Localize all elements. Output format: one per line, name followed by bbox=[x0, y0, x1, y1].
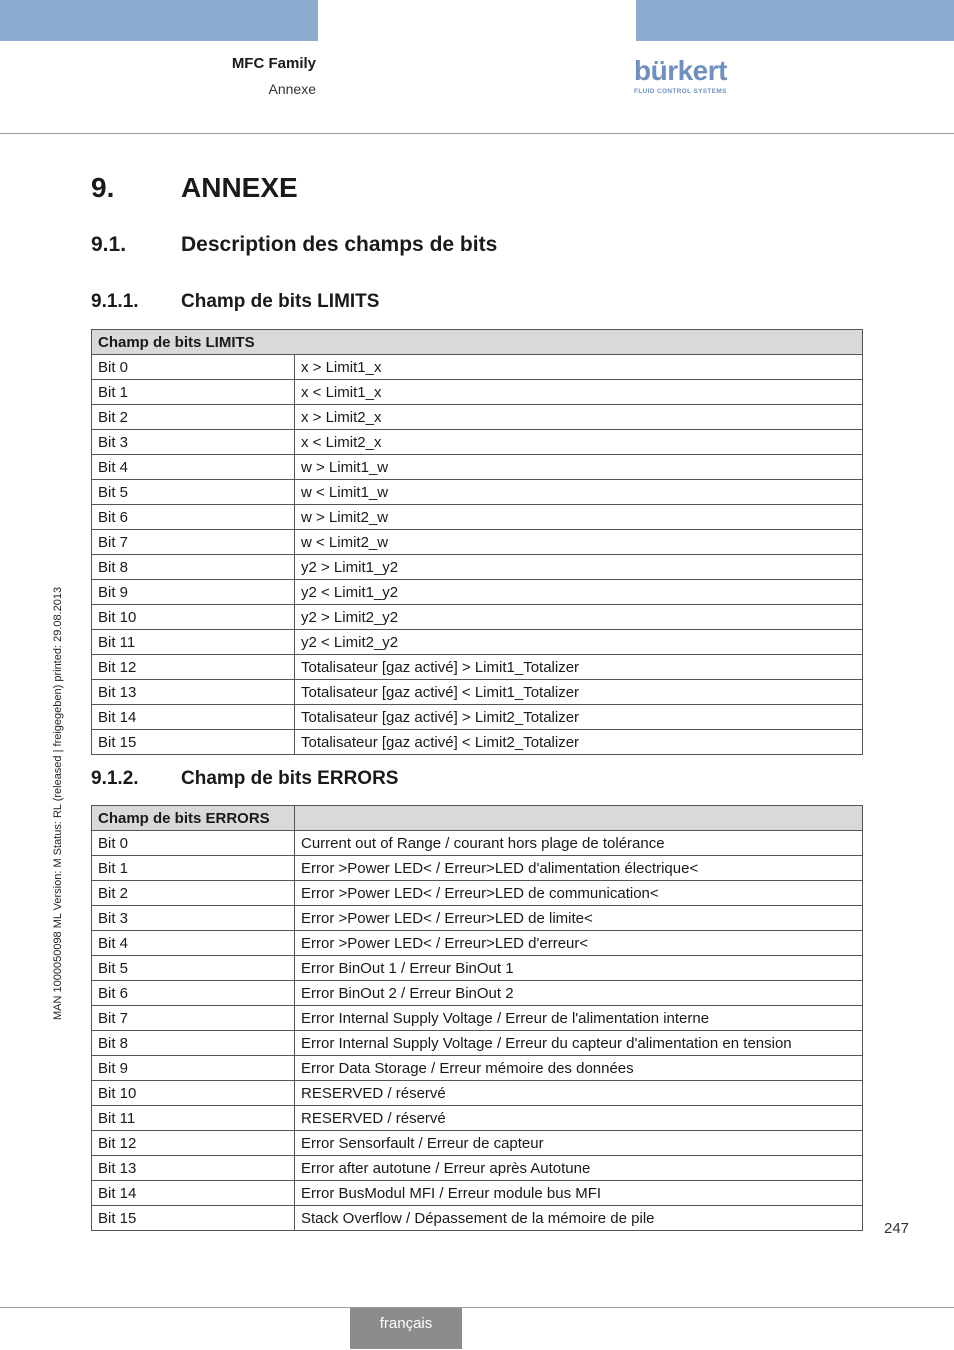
document-metadata-vertical: MAN 1000050098 ML Version: M Status: RL (released | freigegeben) printed: 29.08.2013 bbox=[52, 586, 64, 1020]
table-row bbox=[92, 1181, 863, 1206]
limits-table bbox=[91, 329, 863, 755]
table-row bbox=[92, 680, 863, 705]
table-row bbox=[92, 831, 863, 856]
table-row bbox=[92, 856, 863, 881]
bit-description-cell: Totalisateur [gaz activé] > Limit2_Totalizer bbox=[295, 705, 863, 730]
bit-label-cell: Bit 6 bbox=[92, 505, 295, 530]
bit-description-cell: Error Data Storage / Erreur mémoire des données bbox=[295, 1056, 863, 1081]
bit-label-cell: Bit 4 bbox=[92, 455, 295, 480]
logo-wordmark: bürkert bbox=[634, 55, 727, 86]
bit-description-cell: Error >Power LED< / Erreur>LED de limite< bbox=[295, 906, 863, 931]
table-row bbox=[92, 605, 863, 630]
logo-tagline: FLUID CONTROL SYSTEMS bbox=[634, 88, 727, 95]
bit-description-cell: w > Limit1_w bbox=[295, 455, 863, 480]
table-header-cell: Champ de bits LIMITS bbox=[92, 330, 863, 355]
table-row bbox=[92, 981, 863, 1006]
bit-description-cell: Error Internal Supply Voltage / Erreur du capteur d'alimentation en tension bbox=[295, 1031, 863, 1056]
bit-label-cell: Bit 2 bbox=[92, 405, 295, 430]
bit-description-cell: Error >Power LED< / Erreur>LED d'erreur< bbox=[295, 931, 863, 956]
bit-description-cell: Totalisateur [gaz activé] < Limit1_Totalizer bbox=[295, 680, 863, 705]
bit-description-cell: Error BinOut 2 / Erreur BinOut 2 bbox=[295, 981, 863, 1006]
bit-description-cell: RESERVED / réservé bbox=[295, 1106, 863, 1131]
bit-label-cell: Bit 12 bbox=[92, 1131, 295, 1156]
bit-description-cell: x < Limit2_x bbox=[295, 430, 863, 455]
bit-label-cell: Bit 6 bbox=[92, 981, 295, 1006]
table-row bbox=[92, 1156, 863, 1181]
subsection-number: 9.1. bbox=[91, 233, 127, 256]
table-header-cell-empty bbox=[295, 806, 863, 831]
bit-label-cell: Bit 11 bbox=[92, 630, 295, 655]
table-row bbox=[92, 630, 863, 655]
bit-description-cell: Error BinOut 1 / Erreur BinOut 1 bbox=[295, 956, 863, 981]
bit-label-cell: Bit 9 bbox=[92, 1056, 295, 1081]
table-row bbox=[92, 1031, 863, 1056]
bit-label-cell: Bit 3 bbox=[92, 430, 295, 455]
bit-description-cell: x > Limit2_x bbox=[295, 405, 863, 430]
bit-label-cell: Bit 1 bbox=[92, 856, 295, 881]
bit-label-cell: Bit 1 bbox=[92, 380, 295, 405]
bit-label-cell: Bit 8 bbox=[92, 555, 295, 580]
table-row bbox=[92, 380, 863, 405]
bit-label-cell: Bit 7 bbox=[92, 1006, 295, 1031]
bit-description-cell: y2 < Limit1_y2 bbox=[295, 580, 863, 605]
header-band-left bbox=[0, 0, 318, 41]
subsection-title: Description des champs de bits bbox=[181, 233, 498, 256]
bit-description-cell: Error Sensorfault / Erreur de capteur bbox=[295, 1131, 863, 1156]
table-row bbox=[92, 881, 863, 906]
bit-description-cell: Error >Power LED< / Erreur>LED de communication< bbox=[295, 881, 863, 906]
table-row bbox=[92, 1206, 863, 1231]
bit-description-cell: y2 < Limit2_y2 bbox=[295, 630, 863, 655]
bit-label-cell: Bit 15 bbox=[92, 1206, 295, 1231]
document-title: MFC Family bbox=[231, 55, 316, 72]
table-row bbox=[92, 555, 863, 580]
bit-description-cell: w < Limit1_w bbox=[295, 480, 863, 505]
bit-description-cell: Totalisateur [gaz activé] < Limit2_Totalizer bbox=[295, 730, 863, 755]
bit-label-cell: Bit 14 bbox=[92, 705, 295, 730]
bit-description-cell: Error Internal Supply Voltage / Erreur de l'alimentation interne bbox=[295, 1006, 863, 1031]
bit-description-cell: y2 > Limit2_y2 bbox=[295, 605, 863, 630]
table-header-row bbox=[92, 330, 863, 355]
burkert-logo bbox=[634, 56, 754, 100]
bit-label-cell: Bit 5 bbox=[92, 480, 295, 505]
bit-label-cell: Bit 2 bbox=[92, 881, 295, 906]
footer-divider bbox=[0, 1307, 954, 1308]
table-row bbox=[92, 355, 863, 380]
table-row bbox=[92, 906, 863, 931]
errors-table bbox=[91, 805, 863, 1231]
bit-description-cell: y2 > Limit1_y2 bbox=[295, 555, 863, 580]
language-tab: français bbox=[350, 1308, 462, 1349]
table-row bbox=[92, 655, 863, 680]
bit-description-cell: Error BusModul MFI / Erreur module bus MFI bbox=[295, 1181, 863, 1206]
bit-description-cell: x > Limit1_x bbox=[295, 355, 863, 380]
section-title: ANNEXE bbox=[181, 172, 298, 203]
header-band-right bbox=[636, 0, 954, 41]
table-row bbox=[92, 1106, 863, 1131]
table-row bbox=[92, 956, 863, 981]
table-row bbox=[92, 1131, 863, 1156]
table-row bbox=[92, 1006, 863, 1031]
table-row bbox=[92, 405, 863, 430]
limits-heading-title: Champ de bits LIMITS bbox=[181, 291, 380, 312]
table-row bbox=[92, 480, 863, 505]
bit-label-cell: Bit 13 bbox=[92, 680, 295, 705]
table-row bbox=[92, 505, 863, 530]
table-header-row bbox=[92, 806, 863, 831]
page-number: 247 bbox=[884, 1220, 910, 1237]
bit-description-cell: w < Limit2_w bbox=[295, 530, 863, 555]
bit-label-cell: Bit 13 bbox=[92, 1156, 295, 1181]
limits-heading-number: 9.1.1. bbox=[91, 291, 139, 312]
bit-description-cell: Totalisateur [gaz activé] > Limit1_Totalizer bbox=[295, 655, 863, 680]
table-row bbox=[92, 1081, 863, 1106]
table-row bbox=[92, 705, 863, 730]
section-number: 9. bbox=[91, 172, 115, 203]
bit-label-cell: Bit 14 bbox=[92, 1181, 295, 1206]
errors-heading-number: 9.1.2. bbox=[91, 768, 139, 789]
errors-heading-title: Champ de bits ERRORS bbox=[181, 768, 399, 789]
bit-description-cell: Error after autotune / Erreur après Autotune bbox=[295, 1156, 863, 1181]
table-row bbox=[92, 730, 863, 755]
bit-label-cell: Bit 5 bbox=[92, 956, 295, 981]
bit-description-cell: Error >Power LED< / Erreur>LED d'alimentation électrique< bbox=[295, 856, 863, 881]
bit-description-cell: RESERVED / réservé bbox=[295, 1081, 863, 1106]
bit-description-cell: x < Limit1_x bbox=[295, 380, 863, 405]
table-row bbox=[92, 931, 863, 956]
bit-label-cell: Bit 15 bbox=[92, 730, 295, 755]
bit-label-cell: Bit 0 bbox=[92, 831, 295, 856]
table-row bbox=[92, 530, 863, 555]
bit-label-cell: Bit 12 bbox=[92, 655, 295, 680]
chapter-label: Annexe bbox=[268, 81, 316, 97]
bit-label-cell: Bit 7 bbox=[92, 530, 295, 555]
bit-description-cell: Current out of Range / courant hors plage de tolérance bbox=[295, 831, 863, 856]
header-divider bbox=[0, 133, 954, 134]
bit-label-cell: Bit 9 bbox=[92, 580, 295, 605]
bit-description-cell: w > Limit2_w bbox=[295, 505, 863, 530]
bit-label-cell: Bit 8 bbox=[92, 1031, 295, 1056]
table-header-cell: Champ de bits ERRORS bbox=[92, 806, 295, 831]
table-row bbox=[92, 580, 863, 605]
table-row bbox=[92, 430, 863, 455]
bit-label-cell: Bit 4 bbox=[92, 931, 295, 956]
bit-label-cell: Bit 10 bbox=[92, 1081, 295, 1106]
table-row bbox=[92, 1056, 863, 1081]
bit-label-cell: Bit 10 bbox=[92, 605, 295, 630]
table-row bbox=[92, 455, 863, 480]
bit-label-cell: Bit 0 bbox=[92, 355, 295, 380]
bit-label-cell: Bit 11 bbox=[92, 1106, 295, 1131]
bit-description-cell: Stack Overflow / Dépassement de la mémoire de pile bbox=[295, 1206, 863, 1231]
bit-label-cell: Bit 3 bbox=[92, 906, 295, 931]
